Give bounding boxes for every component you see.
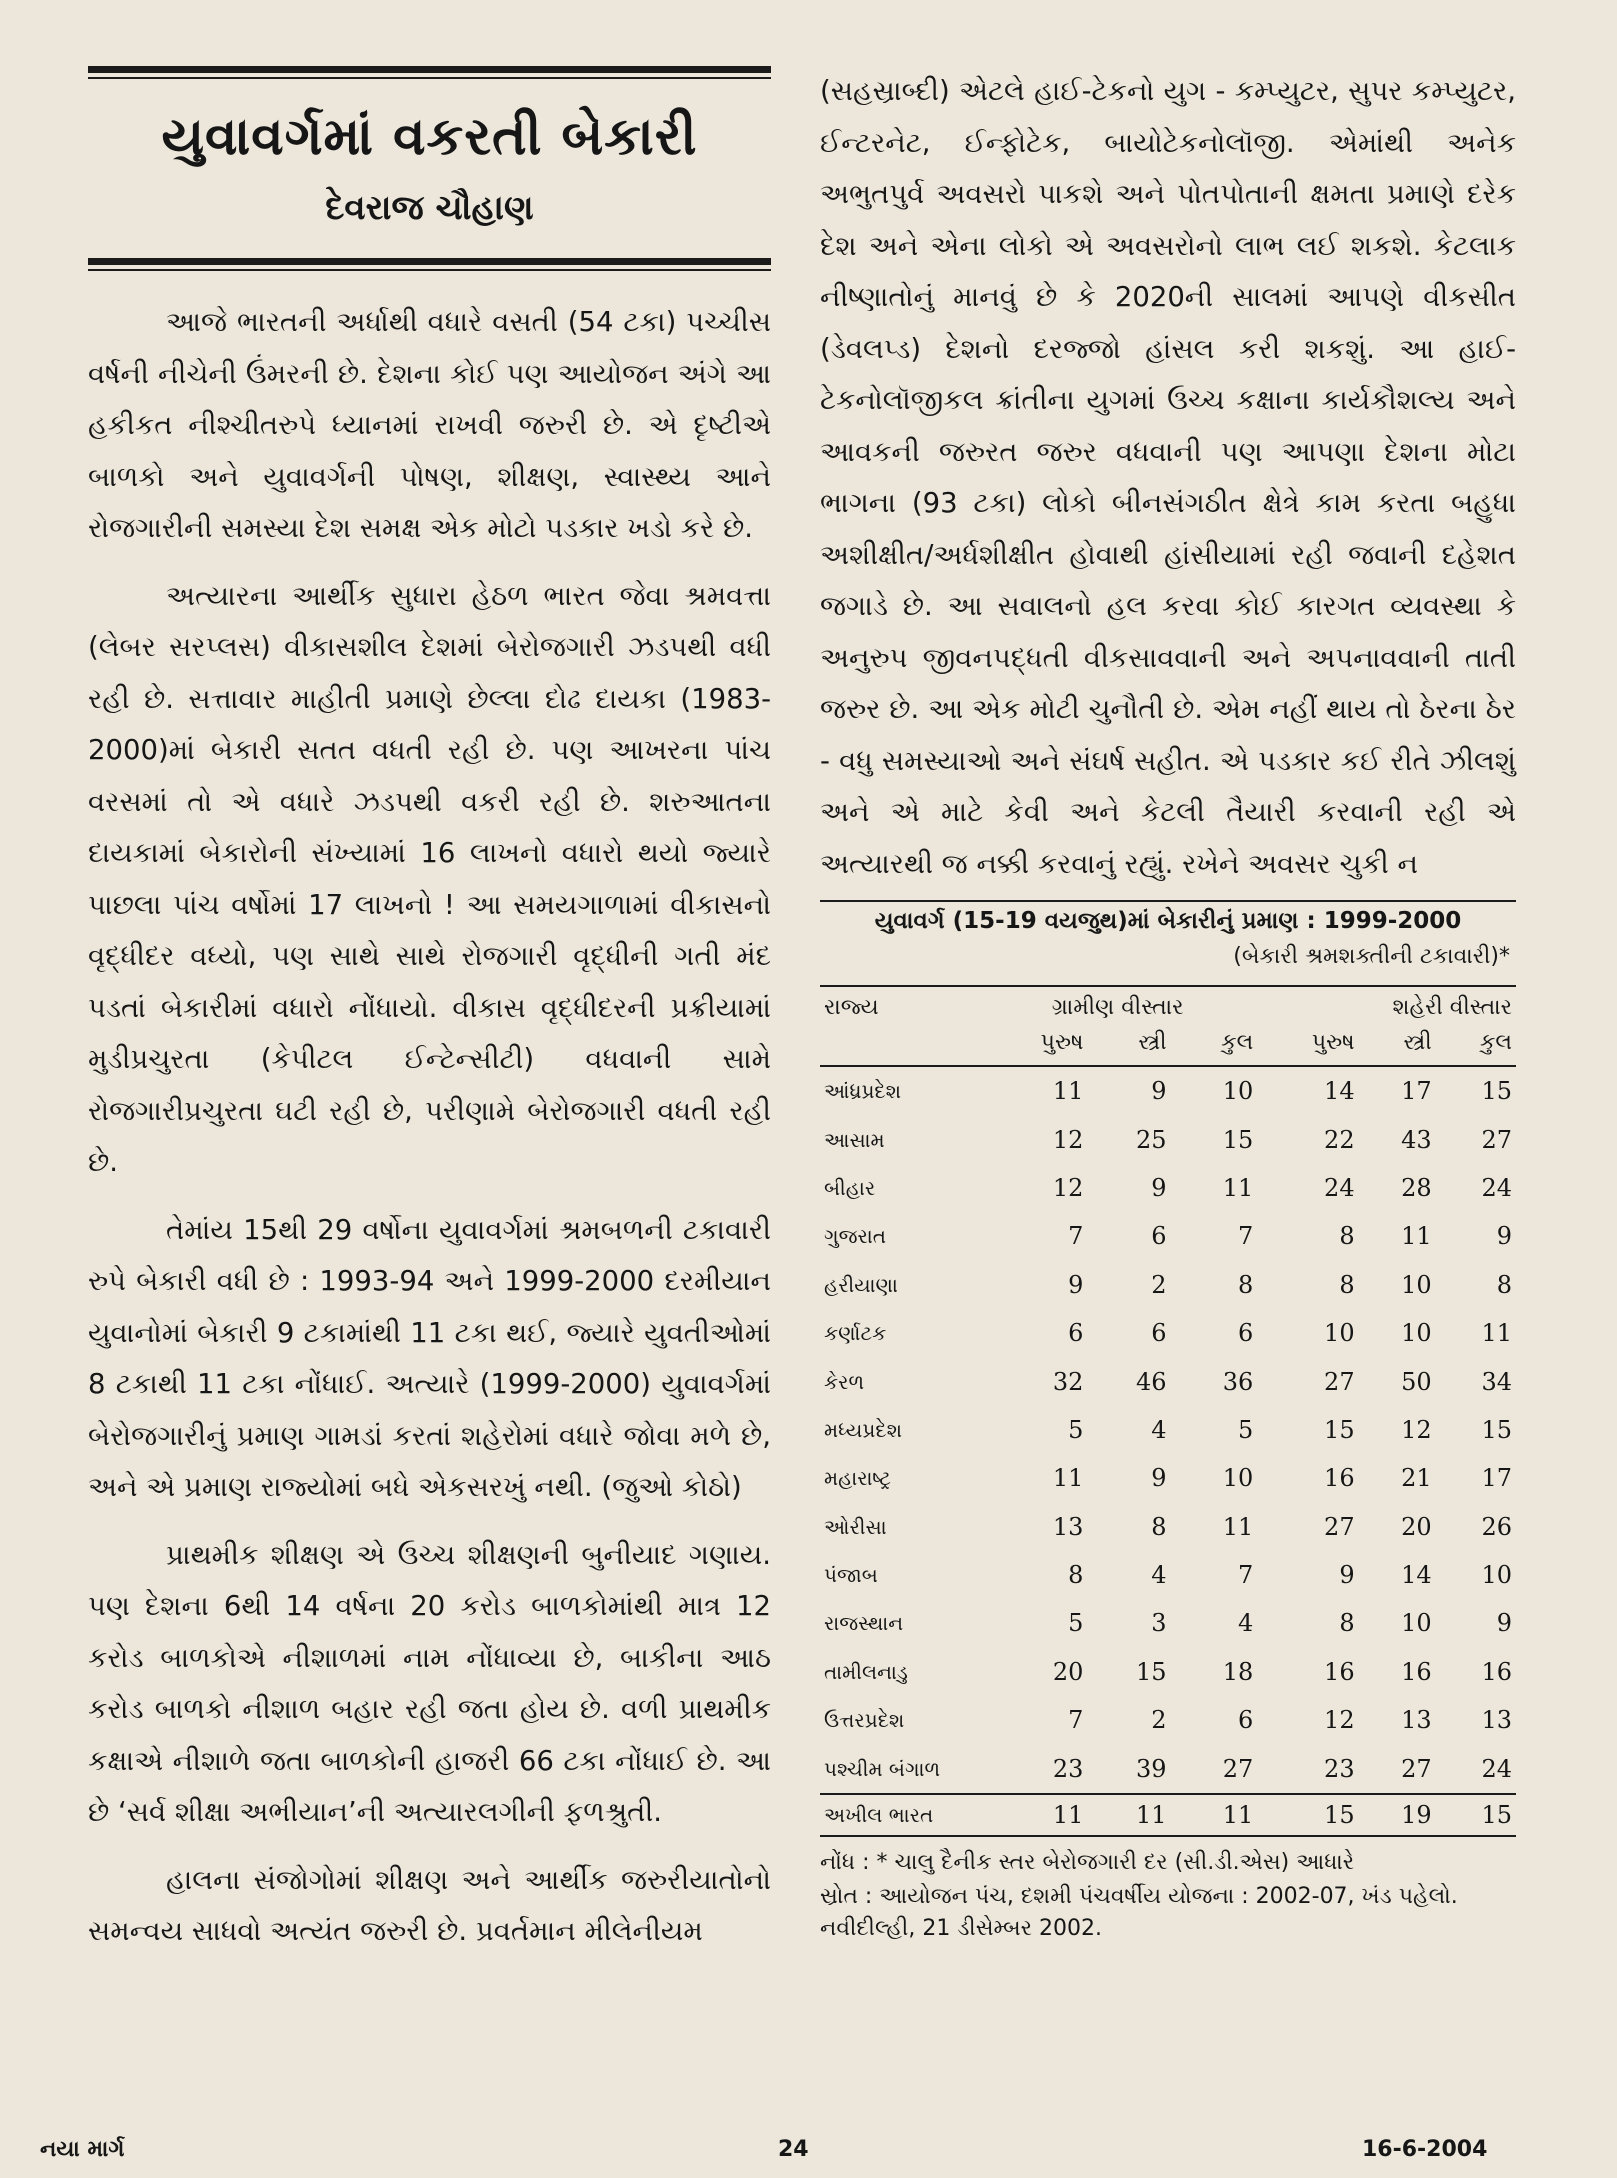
sub-header-rural-female: સ્ત્રી <box>1087 1028 1170 1066</box>
table-cell-value: 14 <box>1324 1077 1355 1106</box>
table-cell-value: 3 <box>1151 1609 1167 1638</box>
table-cell-state: મધ્યપ્રદેશ <box>824 1417 902 1442</box>
table-unit: (બેકારી શ્રમશક્તીની ટકાવારી)* <box>1233 944 1510 969</box>
table-cell-value: 4 <box>1237 1609 1254 1638</box>
total-cell: 19 <box>1359 1794 1436 1836</box>
footer-magazine-name: નયા માર્ગ <box>40 2137 125 2162</box>
table-row <box>820 1744 1516 1793</box>
table-cell-value: 12 <box>1052 1125 1084 1154</box>
table-cell-state: આસામ <box>824 1127 885 1152</box>
table-cell-value: 11 <box>1481 1319 1512 1348</box>
table-cell-value: 17 <box>1481 1464 1512 1493</box>
table-cell-value: 10 <box>1401 1270 1432 1299</box>
table-cell-value: 8 <box>1151 1512 1167 1541</box>
sub-header-urban-total: કુલ <box>1436 1028 1516 1066</box>
rural-group-header: ગ્રામીણ વીસ્તાર <box>1051 995 1184 1020</box>
table-cell-value: 8 <box>1339 1222 1355 1251</box>
table-cell-value: 13 <box>1481 1706 1512 1735</box>
table-source: સ્રોત : આયોજન પંચ, દશમી પંચવર્ષીય યોજના : 2002-07, ખંડ પહેલો. નવીદીલ્હી, 21 ડીસેમ્બર 2002. <box>820 1883 1458 1941</box>
table-cell-value: 16 <box>1324 1657 1355 1686</box>
col-state-header: રાજ્ય <box>824 995 879 1020</box>
total-cell: 15 <box>1257 1794 1358 1836</box>
table-cell-value: 5 <box>1068 1609 1084 1638</box>
table-cell-value: 27 <box>1324 1367 1355 1396</box>
table-cell-value: 12 <box>1401 1415 1432 1444</box>
table-cell-value: 13 <box>1401 1706 1432 1735</box>
table-cell-state: રાજસ્થાન <box>824 1611 904 1636</box>
table-cell-value: 10 <box>1324 1319 1355 1348</box>
table-cell-value: 10 <box>1222 1464 1254 1493</box>
article-title: યુવાવર્ગમાં વકરતી બેકારી <box>161 107 698 167</box>
table-cell-value: 2 <box>1151 1270 1167 1299</box>
table-cell-value: 15 <box>1324 1415 1355 1444</box>
table-cell-value: 11 <box>1052 1077 1084 1106</box>
table-cell-value: 20 <box>1401 1512 1432 1541</box>
table-cell-value: 24 <box>1481 1754 1512 1783</box>
table-cell-value: 10 <box>1401 1609 1432 1638</box>
table-cell-value: 9 <box>1151 1464 1167 1493</box>
table-cell-value: 39 <box>1135 1754 1167 1783</box>
table-row <box>820 1115 1516 1163</box>
table-row <box>820 1551 1516 1599</box>
table-cell-value: 23 <box>1324 1754 1355 1783</box>
table-cell-value: 27 <box>1324 1512 1355 1541</box>
total-cell: 11 <box>1087 1794 1170 1836</box>
table-cell-value: 26 <box>1481 1512 1512 1541</box>
table-cell-value: 15 <box>1481 1077 1512 1106</box>
table-row <box>820 1648 1516 1696</box>
table-cell-state: હરીયાણા <box>824 1272 898 1297</box>
table-cell-value: 50 <box>1401 1367 1432 1396</box>
table-cell-value: 6 <box>1237 1319 1254 1348</box>
table-cell-value: 16 <box>1324 1464 1355 1493</box>
table-cell-value: 25 <box>1135 1125 1167 1154</box>
table-cell-value: 27 <box>1222 1754 1254 1783</box>
total-cell: 11 <box>978 1794 1087 1836</box>
table-cell-value: 7 <box>1068 1222 1084 1251</box>
right-column <box>820 66 1520 1945</box>
left-column <box>88 66 771 1958</box>
footer-page-number: 24 <box>778 2137 809 2162</box>
table-cell-value: 10 <box>1481 1561 1512 1590</box>
table-cell-state: તામીલનાડુ <box>824 1659 908 1684</box>
sub-header-urban-male: પુરુષ <box>1257 1028 1358 1066</box>
table-cell-state: બીહાર <box>824 1175 876 1200</box>
total-cell: 11 <box>1171 1794 1258 1836</box>
table-cell-state: કેરળ <box>824 1369 865 1394</box>
table-cell-value: 11 <box>1052 1464 1084 1493</box>
table-row <box>820 1212 1516 1260</box>
table-cell-value: 9 <box>1496 1222 1512 1251</box>
table-cell-value: 17 <box>1401 1077 1432 1106</box>
paragraph-continued: (સહસ્રાબ્દી) એટલે હાઈ-ટેકનો યુગ - કમ્પ્યુટર, સુપર કમ્પ્યુટર, ઈન્ટરનેટ, ઈન્ફોટેક, બાયોટેકનોલૉજી. એમાંથી અનેક અભુતપુર્વ અવસરો પાકશે અને પોતપોતાની ક્ષમતા પ્રમાણે દરેક દેશ અને એના લોકો એ અવસરોનો લાભ લઈ શકશે. કેટલાક નીષ્ણાતોનું માનવું છે કે 2020ની સાલમાં આપણે વીકસીત (ડેવલપ્ડ) દેશનો દરજ્જો હાંસલ કરી શકશું. આ હાઈ-ટેકનોલૉજીકલ ક્રાંતીના યુગમાં ઉચ્ચ કક્ષાના કાર્યકૌશલ્ય અને આવકની જરુરત જરુર વધવાની પણ આપણા દેશના મોટા ભાગના (93 ટકા) લોકો બીનસંગઠીત ક્ષેત્રે કામ કરતા બહુધા અશીક્ષીત/અર્ધશીક્ષીત હોવાથી હાંસીયામાં રહી જવાની દહેશત જગાડે છે. આ સવાલનો હલ કરવા કોઈ કારગત વ્યવસ્થા કે અનુરુપ જીવનપદ્ધતી વીકસાવવાની અને અપનાવવાની તાતી જરુર છે. આ એક મોટી ચુનૌતી છે. એમ નહીં થાય તો ઠેરના ઠેર - વધુ સમસ્યાઓ અને સંઘર્ષ સહીત. એ પડકાર કઈ રીતે ઝીલશું અને એ માટે કેવી અને કેટલી તૈયારી કરવાની રહી એ અત્યારથી જ નક્કી કરવાનું રહ્યું. રખેને અવસર ચુકી ન <box>820 75 1516 880</box>
table-cell-value: 5 <box>1068 1415 1084 1444</box>
author-bottom-rule <box>88 258 771 265</box>
table-cell-value: 2 <box>1151 1706 1167 1735</box>
table-cell-value: 9 <box>1068 1270 1084 1299</box>
table-title: યુવાવર્ગ (15-19 વયજુથ)માં બેકારીનું પ્રમાણ : 1999-2000 <box>874 908 1462 934</box>
table-row <box>820 1164 1516 1212</box>
table-cell-value: 15 <box>1481 1415 1512 1444</box>
table-note: નોંધ : * ચાલુ દૈનીક સ્તર બેરોજગારી દર (સી.ડી.એસ) આધારે <box>820 1849 1355 1875</box>
table-cell-value: 34 <box>1481 1367 1512 1396</box>
table-cell-value: 6 <box>1068 1319 1084 1348</box>
table-cell-value: 20 <box>1052 1657 1084 1686</box>
sub-header-rural-total: કુલ <box>1171 1028 1258 1066</box>
table-cell-value: 21 <box>1401 1464 1432 1493</box>
table-cell-value: 28 <box>1401 1173 1432 1202</box>
table-cell-value: 24 <box>1324 1173 1355 1202</box>
table-row <box>820 1406 1516 1454</box>
table-cell-state: ગુજરાત <box>824 1224 887 1249</box>
table-cell-value: 16 <box>1481 1657 1512 1686</box>
table-cell-value: 32 <box>1052 1367 1084 1396</box>
table-cell-value: 8 <box>1339 1270 1355 1299</box>
table-cell-value: 6 <box>1237 1706 1254 1735</box>
title-top-rule <box>88 66 771 73</box>
table-cell-value: 6 <box>1151 1222 1167 1251</box>
table-cell-value: 8 <box>1237 1270 1254 1299</box>
unemployment-table <box>820 987 1516 1837</box>
urban-group-header: શહેરી વીસ્તાર <box>1392 995 1512 1020</box>
table-cell-value: 4 <box>1151 1561 1167 1590</box>
article-author: દેવરાજ ચૌહાણ <box>325 188 534 228</box>
table-row <box>820 1066 1516 1115</box>
table-cell-value: 18 <box>1222 1657 1254 1686</box>
table-cell-value: 14 <box>1401 1561 1432 1590</box>
table-cell-state: ઉત્તરપ્રદેશ <box>824 1708 905 1733</box>
paragraph-5: હાલના સંજોગોમાં શીક્ષણ અને આર્થીક જરુરીયાતોનો સમન્વય સાધવો અત્યંત જરુરી છે. પ્રવર્તમાન મીલેનીયમ <box>88 1863 771 1947</box>
paragraph-2: અત્યારના આર્થીક સુધારા હેઠળ ભારત જેવા શ્રમવત્તા (લેબર સરપ્લસ) વીકાસશીલ દેશમાં બેરોજગારી ઝડપથી વધી રહી છે. સત્તાવાર માહીતી પ્રમાણે છેલ્લા દોઢ દાયકા (1983- 2000)માં બેકારી સતત વધતી રહી છે. પણ આખરના પાંચ વરસમાં તો એ વધારે ઝડપથી વકરી રહી છે. શરુઆતના દાયકામાં બેકારોની સંખ્યામાં 16 લાખનો વધારો થયો જ્યારે પાછલા પાંચ વર્ષોમાં 17 લાખનો ! આ સમયગાળામાં વીકાસનો વૃદ્ધીદર વધ્યો, પણ સાથે સાથે રોજગારી વૃદ્ધીની ગતી મંદ પડતાં બેકારીમાં વધારો નોંધાયો. વીકાસ વૃદ્ધીદરની પ્રક્રીયામાં મુડીપ્રચુરતા (કેપીટલ ઈન્ટેન્સીટી) વધવાની સામે રોજગારીપ્રચુરતા ઘટી રહી છે, પરીણામે બેરોજગારી વધતી રહી છે. <box>88 579 771 1178</box>
table-cell-value: 11 <box>1222 1173 1254 1202</box>
sub-header-rural-male: પુરુષ <box>978 1028 1087 1066</box>
table-cell-value: 13 <box>1052 1512 1084 1541</box>
table-cell-state: ઓરીસા <box>824 1514 887 1539</box>
table-row-total <box>820 1794 1516 1836</box>
table-body <box>820 1066 1516 1794</box>
table-cell-value: 15 <box>1222 1125 1254 1154</box>
author-bottom-rule-thin <box>88 269 771 271</box>
table-cell-value: 11 <box>1222 1512 1254 1541</box>
title-top-rule-thin <box>88 77 771 79</box>
table-cell-value: 9 <box>1151 1077 1167 1106</box>
total-cell: 15 <box>1436 1794 1516 1836</box>
footer-date: 16-6-2004 <box>1362 2137 1488 2162</box>
table-cell-value: 7 <box>1068 1706 1084 1735</box>
table-cell-value: 24 <box>1481 1173 1512 1202</box>
table-row <box>820 1599 1516 1647</box>
sub-header-urban-female: સ્ત્રી <box>1359 1028 1436 1066</box>
table-cell-value: 4 <box>1151 1415 1167 1444</box>
table-cell-value: 15 <box>1135 1657 1167 1686</box>
table-cell-value: 8 <box>1496 1270 1512 1299</box>
table-cell-value: 12 <box>1324 1706 1355 1735</box>
table-cell-value: 22 <box>1324 1125 1355 1154</box>
table-cell-value: 11 <box>1401 1222 1432 1251</box>
table-row <box>820 1261 1516 1309</box>
table-cell-value: 8 <box>1339 1609 1355 1638</box>
table-cell-value: 8 <box>1068 1561 1084 1590</box>
table-cell-value: 9 <box>1496 1609 1512 1638</box>
total-state: અખીલ ભારત <box>820 1794 978 1836</box>
table-cell-value: 7 <box>1237 1561 1254 1590</box>
table-row <box>820 1503 1516 1551</box>
table-cell-value: 10 <box>1401 1319 1432 1348</box>
table-cell-value: 27 <box>1401 1754 1432 1783</box>
table-cell-value: 6 <box>1151 1319 1167 1348</box>
table-cell-value: 7 <box>1237 1222 1254 1251</box>
table-cell-value: 46 <box>1135 1367 1167 1396</box>
table-cell-state: પંજાબ <box>824 1563 878 1588</box>
paragraph-1: આજે ભારતની અર્ધાથી વધારે વસતી (54 ટકા) પચ્ચીસ વર્ષની નીચેની ઉંમરની છે. દેશના કોઈ પણ આયોજન અંગે આ હકીકત નીશ્ચીતરુપે ધ્યાનમાં રાખવી જરુરી છે. એ દૃષ્ટીએ બાળકો અને યુવાવર્ગની પોષણ, શીક્ષણ, સ્વાસ્થ્ય આને રોજગારીની સમસ્યા દેશ સમક્ષ એક મોટો પડકાર ખડો કરે છે. <box>88 306 771 544</box>
table-cell-state: મહારાષ્ટ્ર <box>824 1466 891 1491</box>
table-row <box>820 1357 1516 1405</box>
table-cell-value: 9 <box>1151 1173 1167 1202</box>
unemployment-table-section <box>820 900 1516 1945</box>
table-cell-state: પશ્ચીમ બંગાળ <box>824 1756 941 1781</box>
table-cell-value: 10 <box>1222 1077 1254 1106</box>
table-cell-value: 9 <box>1339 1561 1355 1590</box>
table-cell-value: 23 <box>1052 1754 1084 1783</box>
table-cell-value: 12 <box>1052 1173 1084 1202</box>
table-cell-state: આંધ્રપ્રદેશ <box>824 1079 902 1104</box>
table-row <box>820 1696 1516 1744</box>
paragraph-3: તેમાંય 15થી 29 વર્ષોના યુવાવર્ગમાં શ્રમબળની ટકાવારી રુપે બેકારી વધી છે : 1993-94 અને 1999-2000 દરમીયાન યુવાનોમાં બેકારી 9 ટકામાંથી 11 ટકા થઈ, જ્યારે યુવતીઓમાં 8 ટકાથી 11 ટકા નોંધાઈ. અત્યારે (1999-2000) યુવાવર્ગમાં બેરોજગારીનું પ્રમાણ ગામડાં કરતાં શહેરોમાં વધારે જોવા મળે છે, અને એ પ્રમાણ રાજ્યોમાં બધે એકસરખું નથી. (જુઓ કોઠો) <box>88 1213 771 1503</box>
sub-header-empty <box>820 1028 978 1066</box>
table-row <box>820 1309 1516 1357</box>
paragraph-4: પ્રાથમીક શીક્ષણ એ ઉચ્ચ શીક્ષણની બુનીયાદ ગણાય. પણ દેશના 6થી 14 વર્ષના 20 કરોડ બાળકોમાંથી માત્ર 12 કરોડ બાળકોએ નીશાળમાં નામ નોંધાવ્યા છે, બાકીના આઠ કરોડ બાળકો નીશાળ બહાર રહી જતા હોય છે. વળી પ્રાથમીક કક્ષાએ નીશાળે જતા બાળકોની હાજરી 66 ટકા નોંધાઈ છે. આ છે ‘સર્વ શીક્ષા અભીયાન’ની અત્યારલગીની ફળશ્રુતી. <box>88 1538 771 1828</box>
table-cell-value: 43 <box>1401 1125 1432 1154</box>
table-top-rule <box>820 900 1516 902</box>
table-cell-state: કર્ણાટક <box>824 1321 887 1346</box>
table-cell-value: 36 <box>1222 1367 1254 1396</box>
table-cell-value: 27 <box>1481 1125 1512 1154</box>
table-cell-value: 16 <box>1401 1657 1432 1686</box>
table-row <box>820 1454 1516 1502</box>
table-cell-value: 5 <box>1237 1415 1254 1444</box>
